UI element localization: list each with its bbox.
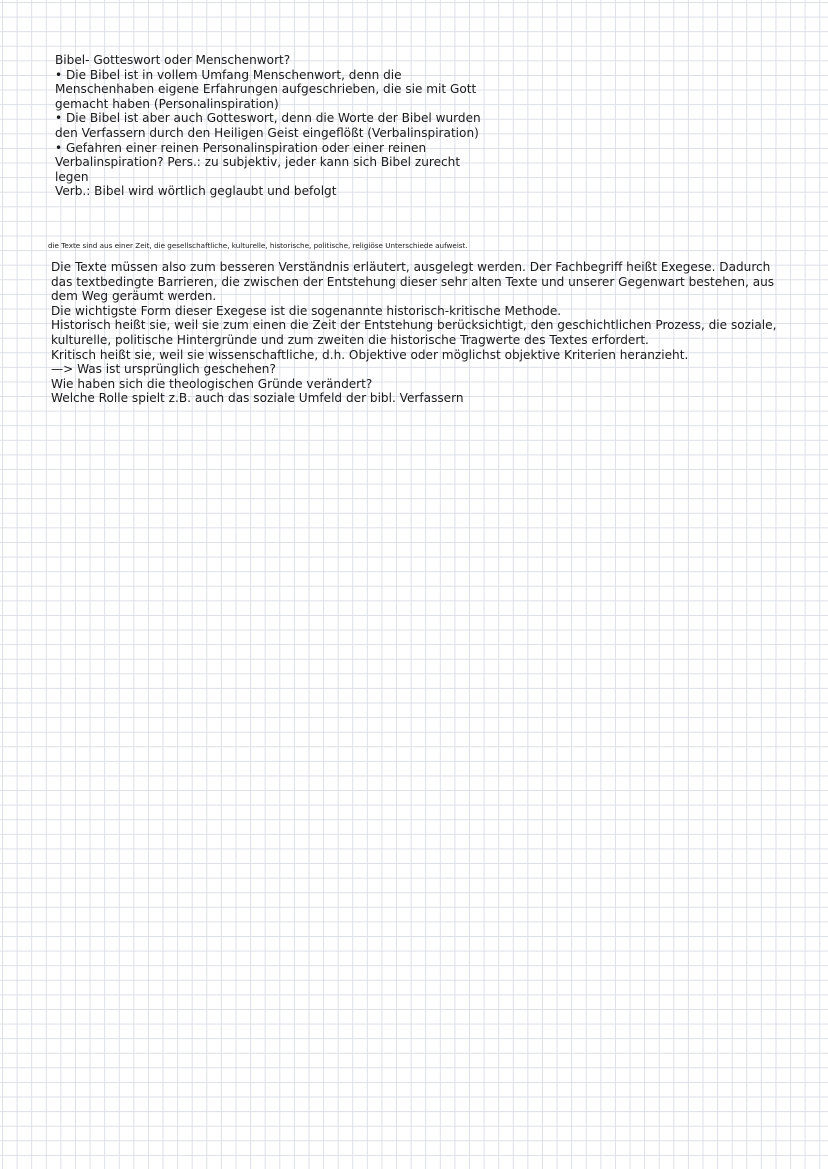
text-line: Historisch heißt sie, weil sie zum einen die Zeit der Entstehung berücksichtigt, den geschichtlichen Prozess, die soziale, xyxy=(51,318,777,333)
exegese-notes-block xyxy=(51,260,791,406)
text-line: • Gefahren einer reinen Personalinspiration oder einer reinen xyxy=(55,140,427,155)
text-line: Die wichtigste Form dieser Exegese ist die sogenannte historisch-kritische Methode. xyxy=(51,303,562,318)
text-line: • Die Bibel ist in vollem Umfang Menschenwort, denn die xyxy=(55,67,402,82)
text-line: Welche Rolle spielt z.B. auch das soziale Umfeld der bibl. Verfassern xyxy=(51,391,464,406)
text-line: den Verfassern durch den Heiligen Geist eingeflößt (Verbalinspiration) xyxy=(55,125,479,140)
text-line: —> Was ist ursprünglich geschehen? xyxy=(51,362,276,377)
text-line: Verb.: Bibel wird wörtlich geglaubt und befolgt xyxy=(55,184,337,199)
text-line: das textbedingte Barrieren, die zwischen der Entstehung dieser sehr alten Texte und unserer Gegenwart bestehen, aus xyxy=(51,274,775,289)
text-line: dem Weg geräumt werden. xyxy=(51,289,217,304)
text-line: legen xyxy=(55,169,89,184)
bible-notes-block xyxy=(55,53,495,199)
text-line: kulturelle, politische Hintergründe und zum zweiten die historische Tragwerte des Textes erfordert. xyxy=(51,332,649,347)
small-note: die Texte sind aus einer Zeit, die gesellschaftliche, kulturelle, historische, politische, religiöse Unterschiede aufweist. xyxy=(48,241,468,250)
text-line: Die Texte müssen also zum besseren Verständnis erläutert, ausgelegt werden. Der Fachbegriff heißt Exegese. Dadurch xyxy=(51,260,771,274)
heading-line: Bibel- Gotteswort oder Menschenwort? xyxy=(55,53,291,67)
text-line: Verbalinspiration? Pers.: zu subjektiv, jeder kann sich Bibel zurecht xyxy=(55,155,461,170)
text-line: • Die Bibel ist aber auch Gotteswort, denn die Worte der Bibel wurden xyxy=(55,111,481,126)
text-line: Kritisch heißt sie, weil sie wissenschaftliche, d.h. Objektive oder möglichst objektive Kriterien heranzieht. xyxy=(51,347,689,362)
text-line: gemacht haben (Personalinspiration) xyxy=(55,96,279,111)
text-line: Wie haben sich die theologischen Gründe verändert? xyxy=(51,376,373,391)
text-line: Menschenhaben eigene Erfahrungen aufgeschrieben, die sie mit Gott xyxy=(55,82,477,97)
